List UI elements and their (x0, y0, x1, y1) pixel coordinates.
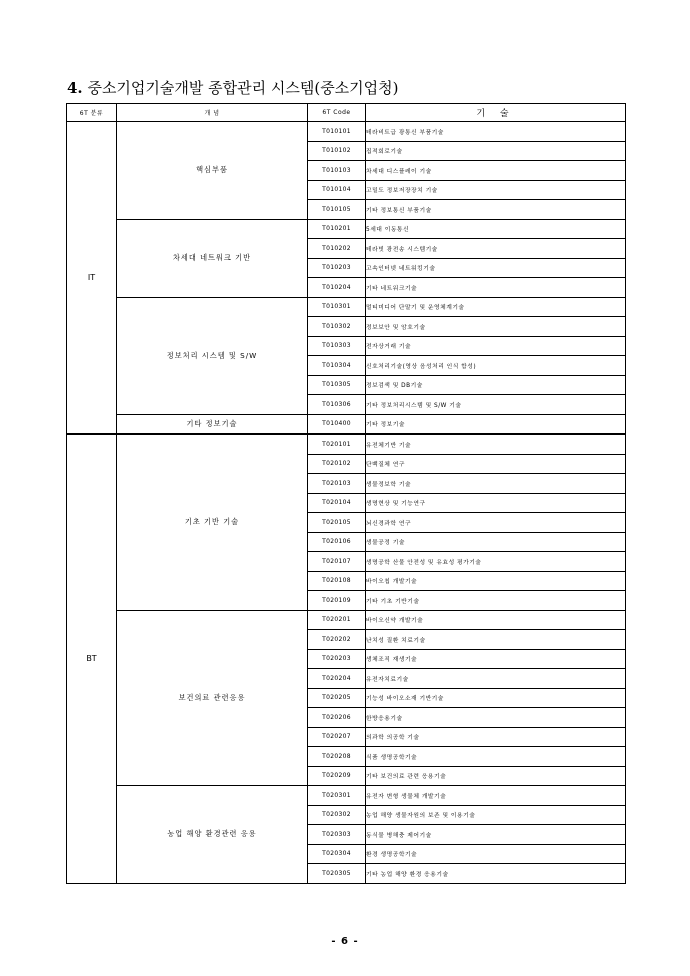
tech-classification-table (66, 103, 626, 884)
technology-cell: 단백질체 연구 (366, 454, 626, 474)
code-cell: T020106 (308, 532, 366, 552)
technology-cell: 생물정보학 기술 (366, 474, 626, 494)
code-cell: T020104 (308, 493, 366, 513)
technology-cell: 환경 생명공학기술 (366, 844, 626, 864)
classification-cell: IT (67, 122, 117, 435)
technology-cell: 생명현상 및 기능연구 (366, 493, 626, 513)
header-code: 6T Code (308, 104, 366, 122)
technology-cell: 생물공정 기술 (366, 532, 626, 552)
technology-cell: 바이오칩 개발기술 (366, 571, 626, 591)
code-cell: T020109 (308, 591, 366, 611)
code-cell: T020101 (308, 434, 366, 454)
code-cell: T010103 (308, 161, 366, 181)
code-cell: T020304 (308, 844, 366, 864)
code-cell: T020205 (308, 688, 366, 708)
technology-cell: 기타 정보처리시스템 및 S/W 기술 (366, 395, 626, 415)
technology-cell: 기타 정보통신 부품기술 (366, 200, 626, 220)
concept-cell: 차세대 네트워크 기반 (117, 219, 308, 297)
technology-cell: 정보검색 및 DB기술 (366, 375, 626, 395)
code-cell: T010400 (308, 414, 366, 434)
code-cell: T010104 (308, 180, 366, 200)
code-cell: T010306 (308, 395, 366, 415)
code-cell: T010202 (308, 239, 366, 259)
section-title: 중소기업기술개발 종합관리 시스템(중소기업청) (87, 79, 399, 97)
technology-cell: 농업 해양 생물자원의 보존 및 이용기술 (366, 805, 626, 825)
table-body (67, 122, 626, 884)
technology-cell: 기타 기초 기반기술 (366, 591, 626, 611)
code-cell: T020103 (308, 474, 366, 494)
concept-cell: 정보처리 시스템 및 S/W (117, 297, 308, 414)
code-cell: T020102 (308, 454, 366, 474)
code-cell: T010304 (308, 356, 366, 376)
code-cell: T010101 (308, 122, 366, 142)
table-row (67, 434, 626, 454)
technology-cell: 난치성 질환 치료기술 (366, 630, 626, 650)
code-cell: T020208 (308, 747, 366, 767)
code-cell: T010105 (308, 200, 366, 220)
section-number: 4. (67, 79, 83, 97)
code-cell: T020204 (308, 669, 366, 689)
header-technology: 기 술 (366, 104, 626, 122)
technology-cell: 기타 농업 해양 환경 응용기술 (366, 864, 626, 884)
code-cell: T020202 (308, 630, 366, 650)
technology-cell: 의과학 의공학 기술 (366, 727, 626, 747)
technology-cell: 정보보안 및 암호기술 (366, 317, 626, 337)
code-cell: T020107 (308, 552, 366, 572)
code-cell: T020206 (308, 708, 366, 728)
technology-cell: 생명공학 산물 안전성 및 유효성 평가기술 (366, 552, 626, 572)
technology-cell: 유전자 변형 생물체 개발기술 (366, 786, 626, 806)
technology-cell: 전자상거래 기술 (366, 336, 626, 356)
technology-cell: 뇌신경과학 연구 (366, 513, 626, 533)
page-number: - 6 - (331, 936, 359, 947)
section-heading (67, 78, 399, 98)
concept-cell: 기초 기반 기술 (117, 434, 308, 610)
technology-cell: 집적회로기술 (366, 141, 626, 161)
technology-cell: 고속인터넷 네트워킹기술 (366, 258, 626, 278)
technology-cell: 유전체기반 기술 (366, 434, 626, 454)
table-row (67, 219, 626, 239)
header-concept: 개 념 (117, 104, 308, 122)
technology-cell: 고밀도 정보저장장치 기술 (366, 180, 626, 200)
code-cell: T020108 (308, 571, 366, 591)
code-cell: T020305 (308, 864, 366, 884)
concept-cell: 보건의료 관련응용 (117, 610, 308, 786)
technology-cell: 차세대 디스플레이 기술 (366, 161, 626, 181)
technology-cell: 기타 정보기술 (366, 414, 626, 434)
technology-cell: 기타 보건의료 관련 응용기술 (366, 766, 626, 786)
concept-cell: 농업 해양 환경관련 응용 (117, 786, 308, 884)
technology-cell: 테라빗 광전송 시스템기술 (366, 239, 626, 259)
technology-cell: 기능성 바이오소재 기반기술 (366, 688, 626, 708)
technology-cell: 테라비트급 광통신 부품기술 (366, 122, 626, 142)
technology-cell: 식품 생명공학기술 (366, 747, 626, 767)
concept-cell: 핵심부품 (117, 122, 308, 220)
code-cell: T010301 (308, 297, 366, 317)
table-row (67, 297, 626, 317)
concept-cell: 기타 정보기술 (117, 414, 308, 434)
code-cell: T010204 (308, 278, 366, 298)
table-row (67, 786, 626, 806)
code-cell: T020105 (308, 513, 366, 533)
technology-cell: 한방응용기술 (366, 708, 626, 728)
technology-cell: 신호처리기술(영상 음성처리 인식 합성) (366, 356, 626, 376)
table-row (67, 414, 626, 434)
code-cell: T010102 (308, 141, 366, 161)
code-cell: T010201 (308, 219, 366, 239)
code-cell: T010305 (308, 375, 366, 395)
technology-cell: 생체조직 재생기술 (366, 649, 626, 669)
classification-cell: BT (67, 434, 117, 883)
code-cell: T020209 (308, 766, 366, 786)
code-cell: T010303 (308, 336, 366, 356)
technology-cell: 멀티미디어 단말기 및 운영체계기술 (366, 297, 626, 317)
code-cell: T020303 (308, 825, 366, 845)
header-classification: 6T 분류 (67, 104, 117, 122)
technology-cell: 5세대 이동통신 (366, 219, 626, 239)
code-cell: T020207 (308, 727, 366, 747)
code-cell: T010203 (308, 258, 366, 278)
code-cell: T020203 (308, 649, 366, 669)
table-row (67, 122, 626, 142)
code-cell: T020302 (308, 805, 366, 825)
technology-cell: 바이오신약 개발기술 (366, 610, 626, 630)
technology-cell: 기타 네트워크기술 (366, 278, 626, 298)
technology-cell: 동식물 병해충 제어기술 (366, 825, 626, 845)
code-cell: T010302 (308, 317, 366, 337)
code-cell: T020301 (308, 786, 366, 806)
table-row (67, 610, 626, 630)
header-row (67, 104, 626, 122)
technology-cell: 유전자치료기술 (366, 669, 626, 689)
code-cell: T020201 (308, 610, 366, 630)
